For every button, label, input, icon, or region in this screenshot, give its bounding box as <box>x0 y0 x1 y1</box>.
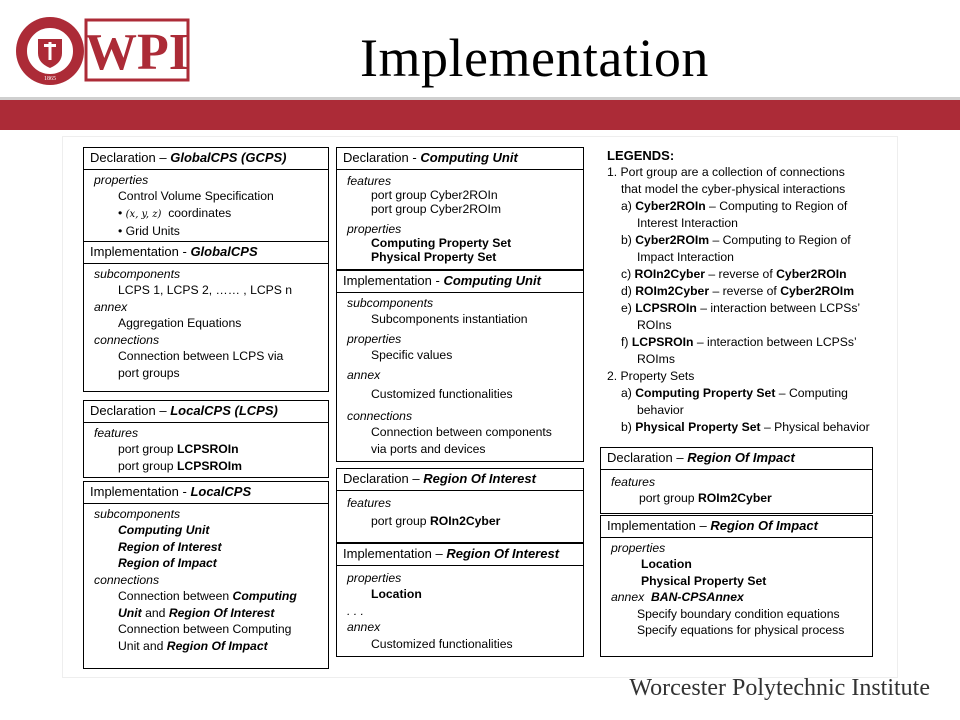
property-set: Computing Property Set <box>371 235 512 250</box>
legend-item: d) ROIm2Cyber – reverse of Cyber2ROIm <box>621 284 855 298</box>
lcps-declaration-box <box>83 400 329 478</box>
keyword-features: features <box>347 173 392 188</box>
annex-line: Specify equations for physical process <box>637 623 845 637</box>
keyword-annex: annex BAN-CPSAnnex <box>611 590 744 604</box>
roi-implementation-box <box>336 543 584 657</box>
diagram-canvas <box>62 136 898 678</box>
legend-item: a) Cyber2ROIn – Computing to Region of <box>621 199 848 213</box>
subcomponent-item: Computing Unit <box>118 523 210 537</box>
keyword-annex: annex <box>347 620 381 634</box>
keyword-features: features <box>94 425 139 440</box>
cu-declaration-box <box>336 147 584 270</box>
connection-line: Unit and Region Of Interest <box>118 605 275 620</box>
port-group-line: port group ROIm2Cyber <box>639 491 772 505</box>
legend-item: behavior <box>637 403 684 417</box>
connection-line: via ports and devices <box>371 441 486 456</box>
rim-implementation-box <box>600 515 873 657</box>
box-header: Declaration - Computing Unit <box>337 148 583 170</box>
keyword-features: features <box>347 495 392 510</box>
logo-text: WPI <box>85 24 189 81</box>
legend-item: 1. Port group are a collection of connections <box>607 165 845 179</box>
box-header: Implementation - LocalCPS <box>84 482 328 504</box>
annex-line: Aggregation Equations <box>118 316 242 330</box>
keyword-properties: properties <box>347 221 402 236</box>
legend-item: ROIns <box>637 318 672 332</box>
keyword-annex: annex <box>94 299 128 314</box>
legend-item: ROIms <box>637 352 675 366</box>
lcps-implementation-box <box>83 481 329 669</box>
grid-units-line: • Grid Units <box>118 224 180 238</box>
keyword-properties: properties <box>611 540 666 555</box>
roi-declaration-box <box>336 468 584 543</box>
box-header: Implementation – Region Of Interest <box>337 544 583 566</box>
coordinates-line: • (x, y, z) coordinates <box>118 205 232 220</box>
box-header: Implementation - Computing Unit <box>337 271 583 293</box>
property-line: Control Volume Specification <box>118 189 274 203</box>
accent-bar <box>0 100 960 130</box>
keyword-subcomponents: subcomponents <box>94 506 181 521</box>
lcps-list: LCPS 1, LCPS 2, …… , LCPS n <box>118 283 293 297</box>
page-title: Implementation <box>360 28 709 88</box>
ellipsis: . . . <box>347 603 364 618</box>
institution-footer: Worcester Polytechnic Institute <box>629 675 930 701</box>
legend-item: f) LCPSROIn – interaction between LCPSs’ <box>621 335 857 349</box>
subcomponent-line: Subcomponents instantiation <box>371 312 528 326</box>
seal-year: 1865 <box>44 76 56 82</box>
keyword-connections: connections <box>94 332 160 347</box>
keyword-features: features <box>611 474 656 489</box>
box-header: Implementation – Region Of Impact <box>601 516 872 538</box>
legend-item: Impact Interaction <box>637 250 734 264</box>
keyword-subcomponents: subcomponents <box>94 266 181 281</box>
legend-item: b) Physical Property Set – Physical behavior <box>621 420 870 434</box>
legend-item: e) LCPSROIn – interaction between LCPSs’ <box>621 301 861 315</box>
keyword-subcomponents: subcomponents <box>347 295 434 310</box>
box-header: Declaration – LocalCPS (LCPS) <box>84 401 328 423</box>
subcomponent-item: Region of Impact <box>118 556 217 570</box>
property-line: Specific values <box>371 348 453 362</box>
legend-item: Interest Interaction <box>637 216 738 230</box>
subcomponent-item: Region of Interest <box>118 539 222 554</box>
port-group-line: port group Cyber2ROIm <box>371 201 502 216</box>
port-group-line: port group LCPSROIn <box>118 442 239 456</box>
connection-line: Connection between LCPS via <box>118 349 284 363</box>
property-line: Physical Property Set <box>641 573 767 588</box>
property-line: Location <box>371 587 422 601</box>
legend-item: 2. Property Sets <box>607 369 695 383</box>
keyword-properties: properties <box>347 331 402 346</box>
legend-item: that model the cyber-physical interactions <box>621 182 846 196</box>
keyword-properties: properties <box>94 172 149 187</box>
annex-line: Customized functionalities <box>371 387 513 401</box>
legend <box>607 147 892 436</box>
annex-line: Customized functionalities <box>371 636 513 651</box>
connection-line: Connection between components <box>371 425 552 439</box>
connection-line: port groups <box>118 365 180 380</box>
box-header: Declaration – Region Of Impact <box>601 448 872 470</box>
legend-item: c) ROIn2Cyber – reverse of Cyber2ROIn <box>621 267 847 281</box>
port-group-line: port group Cyber2ROIn <box>371 187 498 202</box>
legend-item: a) Computing Property Set – Computing <box>621 386 848 400</box>
connection-line: Connection between Computing <box>118 589 297 603</box>
keyword-connections: connections <box>94 572 160 587</box>
property-set: Physical Property Set <box>371 249 497 264</box>
box-header: Declaration – Region Of Interest <box>337 469 583 491</box>
gcps-declaration-box <box>83 147 329 242</box>
box-header: Implementation - GlobalCPS <box>84 242 328 264</box>
cu-implementation-box <box>336 270 584 462</box>
keyword-properties: properties <box>347 570 402 585</box>
connection-line: Connection between Computing <box>118 622 292 636</box>
connection-line: Unit and Region Of Impact <box>118 638 268 653</box>
rim-declaration-box <box>600 447 873 514</box>
gcps-implementation-box <box>83 241 329 392</box>
property-line: Location <box>641 557 692 571</box>
wpi-logo <box>14 14 190 88</box>
box-header: Declaration – GlobalCPS (GCPS) <box>84 148 328 170</box>
keyword-connections: connections <box>347 408 413 423</box>
port-group-line: port group LCPSROIm <box>118 458 242 473</box>
legend-title: LEGENDS: <box>607 148 675 163</box>
annex-line: Specify boundary condition equations <box>637 606 840 621</box>
port-group-line: port group ROIn2Cyber <box>371 514 501 528</box>
legend-item: b) Cyber2ROIm – Computing to Region of <box>621 233 851 247</box>
keyword-annex: annex <box>347 367 381 382</box>
